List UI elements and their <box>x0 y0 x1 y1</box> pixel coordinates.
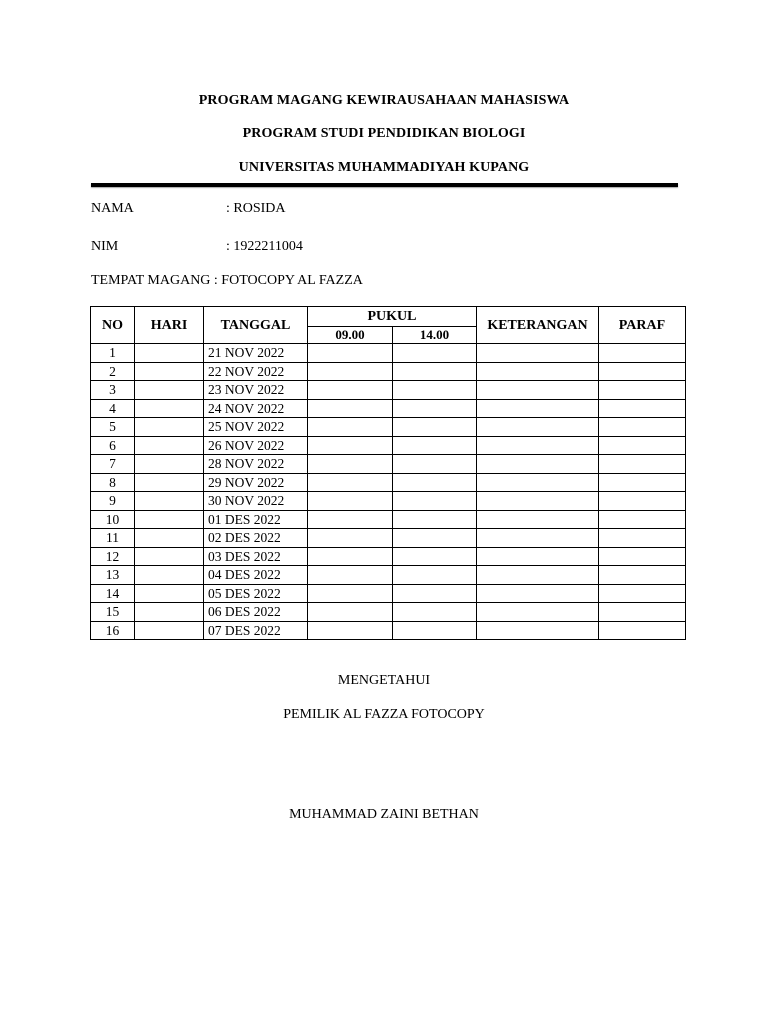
header-study-program: PROGRAM STUDI PENDIDIKAN BIOLOGI <box>242 126 526 141</box>
table-header-row <box>91 307 686 327</box>
cell-paraf <box>599 584 686 603</box>
cell-no: 11 <box>91 529 135 548</box>
cell-pukul-1400 <box>393 510 477 529</box>
cell-no: 15 <box>91 603 135 622</box>
cell-tanggal: 25 NOV 2022 <box>204 418 308 437</box>
cell-keterangan <box>477 362 599 381</box>
cell-tanggal: 03 DES 2022 <box>204 547 308 566</box>
cell-tanggal: 22 NOV 2022 <box>204 362 308 381</box>
table-row <box>91 547 686 566</box>
cell-hari <box>135 436 204 455</box>
cell-paraf <box>599 436 686 455</box>
cell-no: 13 <box>91 566 135 585</box>
info-nim-row <box>91 239 303 255</box>
cell-keterangan <box>477 584 599 603</box>
cell-pukul-0900 <box>308 436 393 455</box>
header-pukul-0900: 09.00 <box>308 327 393 344</box>
cell-no: 16 <box>91 621 135 640</box>
cell-pukul-0900 <box>308 381 393 400</box>
cell-no: 5 <box>91 418 135 437</box>
nama-value: : ROSIDA <box>226 201 286 216</box>
cell-paraf <box>599 455 686 474</box>
cell-pukul-1400 <box>393 566 477 585</box>
cell-pukul-1400 <box>393 603 477 622</box>
cell-pukul-0900 <box>308 362 393 381</box>
cell-pukul-0900 <box>308 547 393 566</box>
cell-pukul-0900 <box>308 566 393 585</box>
cell-hari <box>135 344 204 363</box>
cell-no: 12 <box>91 547 135 566</box>
cell-no: 7 <box>91 455 135 474</box>
cell-keterangan <box>477 529 599 548</box>
cell-pukul-0900 <box>308 603 393 622</box>
cell-keterangan <box>477 510 599 529</box>
cell-pukul-0900 <box>308 584 393 603</box>
cell-pukul-1400 <box>393 584 477 603</box>
cell-pukul-0900 <box>308 510 393 529</box>
signature-name: MUHAMMAD ZAINI BETHAN <box>289 807 479 822</box>
cell-pukul-1400 <box>393 492 477 511</box>
table-row <box>91 436 686 455</box>
cell-tanggal: 30 NOV 2022 <box>204 492 308 511</box>
cell-pukul-0900 <box>308 529 393 548</box>
cell-no: 3 <box>91 381 135 400</box>
cell-paraf <box>599 547 686 566</box>
table-row <box>91 584 686 603</box>
cell-hari <box>135 603 204 622</box>
cell-hari <box>135 455 204 474</box>
cell-tanggal: 05 DES 2022 <box>204 584 308 603</box>
attendance-table <box>90 306 686 640</box>
table-row <box>91 344 686 363</box>
cell-hari <box>135 510 204 529</box>
header-university: UNIVERSITAS MUHAMMADIYAH KUPANG <box>238 160 530 175</box>
cell-no: 14 <box>91 584 135 603</box>
table-row <box>91 399 686 418</box>
cell-keterangan <box>477 344 599 363</box>
cell-tanggal: 28 NOV 2022 <box>204 455 308 474</box>
table-body <box>91 344 686 640</box>
cell-tanggal: 24 NOV 2022 <box>204 399 308 418</box>
cell-keterangan <box>477 547 599 566</box>
cell-tanggal: 21 NOV 2022 <box>204 344 308 363</box>
cell-paraf <box>599 492 686 511</box>
cell-keterangan <box>477 455 599 474</box>
nim-label: NIM <box>91 239 119 254</box>
cell-tanggal: 01 DES 2022 <box>204 510 308 529</box>
cell-paraf <box>599 621 686 640</box>
cell-no: 1 <box>91 344 135 363</box>
cell-hari <box>135 362 204 381</box>
cell-keterangan <box>477 621 599 640</box>
cell-pukul-1400 <box>393 362 477 381</box>
cell-paraf <box>599 399 686 418</box>
cell-paraf <box>599 510 686 529</box>
cell-keterangan <box>477 436 599 455</box>
header-hari: HARI <box>135 307 204 344</box>
cell-no: 6 <box>91 436 135 455</box>
cell-no: 2 <box>91 362 135 381</box>
table-row <box>91 529 686 548</box>
cell-pukul-1400 <box>393 399 477 418</box>
table-row <box>91 603 686 622</box>
cell-hari <box>135 566 204 585</box>
cell-hari <box>135 399 204 418</box>
cell-pukul-1400 <box>393 344 477 363</box>
cell-pukul-1400 <box>393 621 477 640</box>
tempat-value: : FOTOCOPY AL FAZZA <box>213 273 363 288</box>
cell-keterangan <box>477 473 599 492</box>
header-no: NO <box>91 307 135 344</box>
table-row <box>91 566 686 585</box>
cell-tanggal: 23 NOV 2022 <box>204 381 308 400</box>
info-tempat-row <box>91 273 363 289</box>
table-row <box>91 492 686 511</box>
cell-pukul-1400 <box>393 418 477 437</box>
cell-paraf <box>599 381 686 400</box>
cell-paraf <box>599 344 686 363</box>
header-pukul-1400: 14.00 <box>393 327 477 344</box>
cell-tanggal: 07 DES 2022 <box>204 621 308 640</box>
cell-hari <box>135 529 204 548</box>
cell-pukul-1400 <box>393 547 477 566</box>
cell-pukul-0900 <box>308 399 393 418</box>
cell-keterangan <box>477 381 599 400</box>
cell-pukul-1400 <box>393 381 477 400</box>
header-paraf: PARAF <box>599 307 686 344</box>
cell-paraf <box>599 418 686 437</box>
info-nama-row <box>91 201 286 217</box>
cell-keterangan <box>477 492 599 511</box>
cell-tanggal: 02 DES 2022 <box>204 529 308 548</box>
cell-keterangan <box>477 603 599 622</box>
cell-no: 10 <box>91 510 135 529</box>
table-row <box>91 473 686 492</box>
header-divider <box>91 183 678 187</box>
cell-paraf <box>599 603 686 622</box>
cell-tanggal: 26 NOV 2022 <box>204 436 308 455</box>
cell-hari <box>135 381 204 400</box>
cell-hari <box>135 584 204 603</box>
cell-keterangan <box>477 566 599 585</box>
cell-no: 4 <box>91 399 135 418</box>
nim-value: : 1922211004 <box>226 239 303 254</box>
header-keterangan: KETERANGAN <box>477 307 599 344</box>
cell-hari <box>135 492 204 511</box>
table-row <box>91 455 686 474</box>
cell-pukul-0900 <box>308 621 393 640</box>
cell-pukul-0900 <box>308 344 393 363</box>
cell-keterangan <box>477 399 599 418</box>
cell-no: 8 <box>91 473 135 492</box>
table-row <box>91 381 686 400</box>
table-row <box>91 362 686 381</box>
cell-pukul-1400 <box>393 455 477 474</box>
header-program-title: PROGRAM MAGANG KEWIRAUSAHAAN MAHASISWA <box>198 93 570 108</box>
cell-hari <box>135 473 204 492</box>
cell-no: 9 <box>91 492 135 511</box>
cell-pukul-1400 <box>393 473 477 492</box>
cell-paraf <box>599 529 686 548</box>
cell-pukul-0900 <box>308 492 393 511</box>
cell-pukul-0900 <box>308 418 393 437</box>
table-row <box>91 621 686 640</box>
header-tanggal: TANGGAL <box>204 307 308 344</box>
signature-role: PEMILIK AL FAZZA FOTOCOPY <box>283 707 485 722</box>
tempat-label: TEMPAT MAGANG <box>91 273 211 288</box>
cell-paraf <box>599 473 686 492</box>
cell-pukul-1400 <box>393 436 477 455</box>
table-row <box>91 418 686 437</box>
cell-keterangan <box>477 418 599 437</box>
table-row <box>91 510 686 529</box>
cell-pukul-0900 <box>308 455 393 474</box>
header-pukul: PUKUL <box>308 307 477 327</box>
cell-tanggal: 29 NOV 2022 <box>204 473 308 492</box>
nama-label: NAMA <box>91 201 134 216</box>
cell-hari <box>135 418 204 437</box>
cell-pukul-1400 <box>393 529 477 548</box>
cell-tanggal: 06 DES 2022 <box>204 603 308 622</box>
cell-pukul-0900 <box>308 473 393 492</box>
cell-tanggal: 04 DES 2022 <box>204 566 308 585</box>
signature-mengetahui: MENGETAHUI <box>337 673 431 688</box>
cell-paraf <box>599 566 686 585</box>
cell-hari <box>135 621 204 640</box>
cell-paraf <box>599 362 686 381</box>
cell-hari <box>135 547 204 566</box>
